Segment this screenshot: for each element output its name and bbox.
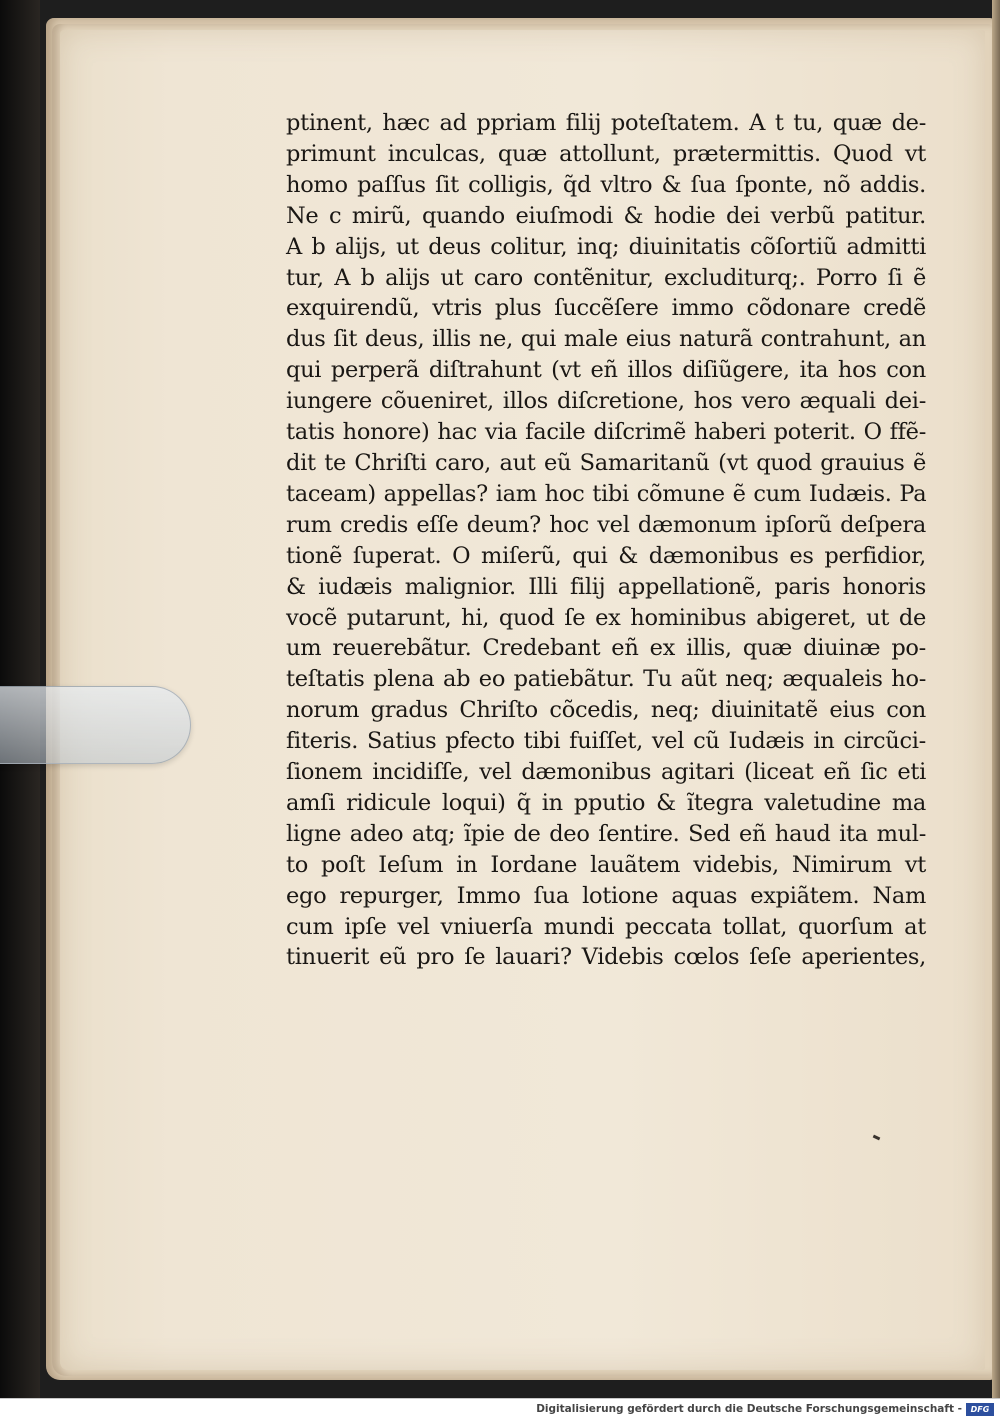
- text-line: tinuerit eũ pro ſe lauari? Videbis cœlos ſeſe aperientes,: [286, 944, 926, 971]
- text-line: um reuerebãtur. Credebant eñ ex illis, quæ diuinæ po-: [286, 635, 926, 662]
- text-line: norum gradus Chriſto cõcedis, neq; diuinitatẽ eius con: [286, 697, 926, 724]
- footer-credit: Digitalisierung gefördert durch die Deutsche Forschungsgemeinschaft -: [536, 1403, 962, 1415]
- text-line: fiteris. Satius pfecto tibi fuiſſet, vel cũ Iudæis in circũci-: [286, 728, 926, 755]
- text-line: qui perperã diſtrahunt (vt eñ illos diſiũgere, ita hos con: [286, 357, 926, 384]
- text-line: tionẽ ſuperat. O miſerũ, qui & dæmonibus es perfidior,: [286, 542, 926, 569]
- text-line: teſtatis plena ab eo patiebãtur. Tu aũt neq; æqualeis ho-: [286, 666, 926, 693]
- text-line: amſi ridicule loqui) q̃ in pputio & ĩtegra valetudine ma: [286, 789, 926, 816]
- text-line: iungere cõueniret, illos diſcretione, hos vero æquali dei-: [286, 388, 926, 415]
- text-line: primunt inculcas, quæ attollunt, prætermittis. Quod vt: [286, 140, 926, 167]
- text-line: ſionem incidiſſe, vel dæmonibus agitari (liceat eñ ſic eti: [286, 759, 926, 786]
- text-line: dus ſit deus, illis ne, qui male eius naturã contrahunt, an: [286, 326, 926, 353]
- printed-text-block: [286, 108, 926, 973]
- right-page-edge: [992, 0, 1000, 1398]
- text-line: ego repurger, Immo ſua lotione aquas expiãtem. Nam: [286, 882, 926, 909]
- page-clip: [0, 686, 191, 764]
- text-line: tur, A b alijs ut caro contẽnitur, excluditurq;. Porro ſi ẽ: [286, 264, 926, 291]
- text-line: dit te Chriſti caro, aut eũ Samaritanũ (vt quod grauius ẽ: [286, 449, 926, 476]
- text-line: taceam) appellas? iam hoc tibi cõmune ẽ cum Iudæis. Pa: [286, 480, 927, 507]
- text-line: exquirendũ, vtris plus ſuccẽſere immo cõdonare credẽ: [286, 295, 926, 322]
- text-line: homo paſſus ſit colligis, q̃d vltro & ſua ſponte, nõ addis.: [286, 171, 926, 198]
- text-line: ligne adeo atq; ĩpie de deo ſentire. Sed eñ haud ita mul-: [286, 820, 926, 847]
- text-line: tatis honore) hac via facile diſcrimẽ haberi poterit. O ffẽ-: [286, 419, 926, 446]
- text-line: rum credis eſſe deum? hoc vel dæmonum ipſorũ deſpera: [286, 511, 926, 538]
- text-line: vocẽ putarunt, hi, quod ſe ex hominibus abigeret, ut de: [286, 604, 926, 631]
- footer-bar: [0, 1398, 1000, 1420]
- text-line: Ne c mirũ, quando eiuſmodi & hodie dei verbũ patitur.: [286, 202, 926, 229]
- text-line: ptinent, hæc ad ppriam filij poteſtatem. A t tu, quæ de-: [286, 110, 926, 136]
- text-line: to poſt Ieſum in Iordane lauãtem videbis, Nimirum vt: [286, 851, 926, 878]
- dfg-logo: DFG: [966, 1403, 994, 1416]
- text-line: cum ipſe vel vniuerſa mundi peccata tollat, quorſum at: [286, 913, 926, 940]
- text-line: & iudæis malignior. Illi filij appellationẽ, paris honoris: [286, 573, 926, 600]
- text-line: A b alijs, ut deus colitur, inq; diuinitatis cõſortiũ admitti: [286, 233, 926, 260]
